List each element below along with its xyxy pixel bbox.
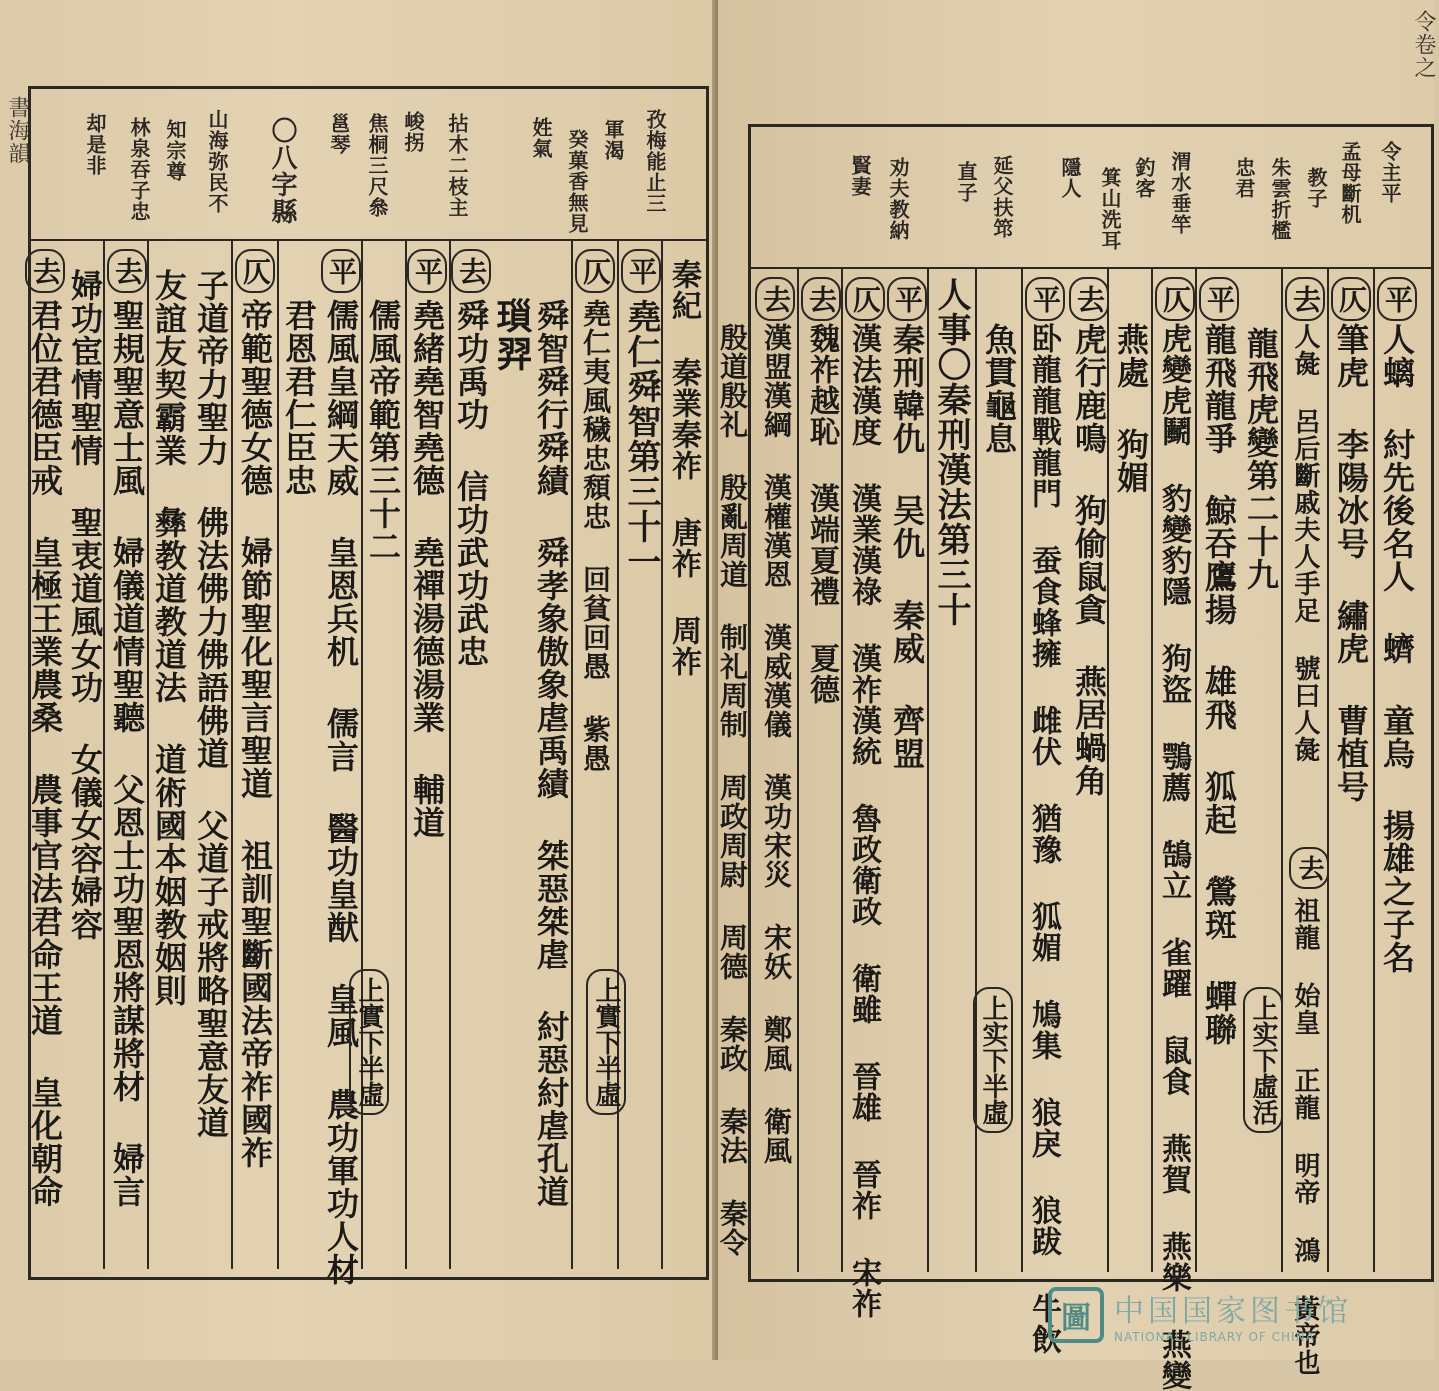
column-heading: 秦紀 秦業秦祚 唐祚 周祚 [666, 259, 701, 677]
head-note: 隱人 [1058, 157, 1082, 199]
column-text: 友誼友契霸業 彝教道教道法 道術國本姻教姻則 [150, 269, 188, 1007]
column-text: 卧龍龍戰龍門 蚕食蜂擁 雌伏 猶豫 狐媚 鳩集 狼戾 狼跋 牛飲 [1026, 323, 1061, 1355]
column-text: 龍飛龍爭 鯨吞鷹揚 雄飛 狐起 鶯斑 蟬聯 [1200, 323, 1238, 1046]
right-head-notes [751, 127, 1431, 269]
tone-tag: 仄 [575, 249, 615, 293]
right-margin-title: 令卷之 [1411, 10, 1436, 79]
column-text: 𤨏羿 [492, 299, 534, 373]
column-text: 舜功禹功 信功武功武忠 [452, 299, 490, 668]
rule-box: 上實下半虛 [349, 969, 389, 1115]
column-text: 虎變虎鬭 豹變豹隱 狗盜 鶚薦 鵠立 雀躍 鼠食 燕賀 燕樂 燕變 [1156, 323, 1191, 1391]
column-text: 君恩君仁臣忠 [280, 299, 318, 497]
section-title: 儒風帝範第三十二 [364, 299, 402, 563]
tone-tag: 去 [755, 277, 795, 321]
head-note: 忠君 [1232, 157, 1256, 199]
column-text: 祖龍 始皇 正龍 明帝 鴻 黃帝也 [1290, 897, 1320, 1376]
tone-tag: 仄 [235, 249, 275, 293]
column-text: 漢盟漢綱 漢權漢恩 漢威漢儀 漢功宋災 宋妖 鄭風 衛風 [760, 323, 793, 1165]
head-note: 軍渴 [601, 119, 625, 161]
column-text: 儒風皇綱天威 皇恩兵机 儒言 醫功皇猷 皇風 農功軍功人材 [322, 299, 360, 1286]
tone-tag: 仄 [1331, 277, 1371, 321]
left-page [0, 0, 718, 1360]
rule-box: 上實下半虛 [586, 969, 626, 1115]
head-note: 邕琴 [327, 113, 351, 155]
tone-tag: 平 [1025, 277, 1065, 321]
tone-tag: 平 [407, 249, 447, 293]
tone-tag: 去 [1289, 847, 1329, 889]
tone-tag: 平 [321, 249, 361, 293]
head-note: 峻拐 [401, 111, 425, 153]
tone-tag: 仄 [1155, 277, 1195, 321]
left-margin-title: 書海韻 [5, 96, 30, 165]
column-text: 殷道殷礼 殷亂周道 制礼周制 周政周尉 周德 秦政 秦法 秦令 [716, 323, 749, 1257]
tone-tag: 去 [451, 249, 491, 293]
column-text: 舜智舜行舜績 舜孝象傲象虐禹績 桀惡桀虐 紂惡紂虐孔道 [532, 299, 570, 1208]
column-text: 魚貫龜息 [980, 323, 1018, 455]
column-text: 君位君德臣戒 皇極王業農桑 農事官法君命王道 皇化朝命 [26, 299, 64, 1208]
library-seal-icon: 圖 [1048, 1287, 1104, 1343]
head-note: 箕山洗耳 [1098, 167, 1122, 251]
left-head-notes [31, 89, 706, 241]
tone-tag: 去 [107, 249, 147, 293]
section-title: 人事〇秦刑漢法第三十 [931, 277, 971, 627]
tone-tag: 平 [621, 249, 661, 293]
tone-tag: 去 [1285, 277, 1325, 321]
head-note: 孜梅能止三 [643, 109, 667, 214]
head-note: 拈木二枝主 [445, 113, 469, 218]
section-title: 堯仁舜智第三十一 [621, 299, 661, 579]
column-text: 帝範聖德女德 婦節聖化聖言聖道 祖訓聖斷國法帝祚國祚 [236, 299, 274, 1169]
head-note: 知宗尊 [163, 119, 187, 182]
column-text: 虎行鹿鳴 狗偷鼠貪 燕居蝸角 [1070, 323, 1108, 797]
tone-tag: 平 [887, 277, 927, 321]
head-note: 教子 [1304, 167, 1328, 209]
head-note: 癸菓香無見 [565, 129, 589, 234]
head-note: 却是非 [83, 113, 107, 176]
tone-tag: 仄 [845, 277, 885, 321]
column-text: 秦刑韓仇 吴仇 秦威 齊盟 [888, 323, 926, 770]
rule-box: 上实下虛活 [1243, 987, 1283, 1133]
column-text: 魏祚越恥 漢端夏禮 夏德 [804, 323, 839, 705]
library-watermark [1048, 1280, 1428, 1350]
left-frame [26, 86, 709, 1286]
section-title: 龍飛虎變第二十九 [1242, 327, 1280, 591]
tone-tag: 去 [1069, 277, 1109, 321]
column-text: 子道帝力聖力 佛法佛力佛語佛道 父道子戒將略聖意友道 [192, 269, 230, 1139]
head-note: 山海弥民不 [205, 109, 229, 214]
tone-tag: 平 [1377, 277, 1417, 321]
head-note: 〇八字縣 [267, 117, 297, 225]
column-text: 筆虎 李陽冰号 繡虎 曹植号 [1332, 323, 1370, 803]
column-text: 聖規聖意士風 婦儀道情聖聽 父恩士功聖恩將謀將材 婦言 [108, 299, 146, 1208]
head-note: 令主平 [1378, 141, 1402, 204]
tone-tag: 平 [1199, 277, 1239, 321]
watermark-en: NATIONAL LIBRARY OF CHINA [1114, 1330, 1315, 1344]
column-text: 堯仁夷風穢忠頹忠 回貧回愚 紫愚 [579, 299, 612, 773]
head-note: 孟母斷机 [1338, 141, 1362, 225]
head-note: 姓氣 [529, 117, 553, 159]
head-note: 林泉吞子忠 [127, 117, 151, 222]
column-text: 燕處 狗媚 [1112, 323, 1150, 494]
column-text: 堯緒堯智堯德 堯禪湯德湯業 輔道 [408, 299, 446, 839]
head-note: 劝夫教納 [886, 157, 910, 241]
watermark-cn: 中国国家图书馆 [1114, 1294, 1352, 1329]
head-note: 延父扶筇 [990, 155, 1014, 239]
column-text: 人彘 呂后斷戚夫人手足 號曰人彘 [1290, 323, 1320, 763]
head-note: 釣客 [1132, 157, 1156, 199]
head-note: 朱雲折檻 [1268, 157, 1292, 241]
head-note: 直子 [954, 161, 978, 203]
column-text: 人螭 紂先後名人 蠐 童烏 揚雄之子名 [1378, 323, 1416, 974]
head-note: 渭水垂竿 [1168, 151, 1192, 235]
tone-tag: 去 [25, 249, 65, 293]
column-text: 漢法漢度 漢業漢祿 漢祚漢統 魯政衛政 衛雖 晉雄 晉祚 宋祚 [846, 323, 881, 1319]
head-note: 賢妻 [848, 155, 872, 197]
tone-tag: 去 [801, 277, 841, 321]
column-text: 婦功宦情聖情 聖衷道風女功 女儀女容婦容 [66, 269, 104, 941]
rule-box: 上实下半虛 [973, 987, 1013, 1133]
head-note: 焦桐三尺叅 [365, 113, 389, 218]
